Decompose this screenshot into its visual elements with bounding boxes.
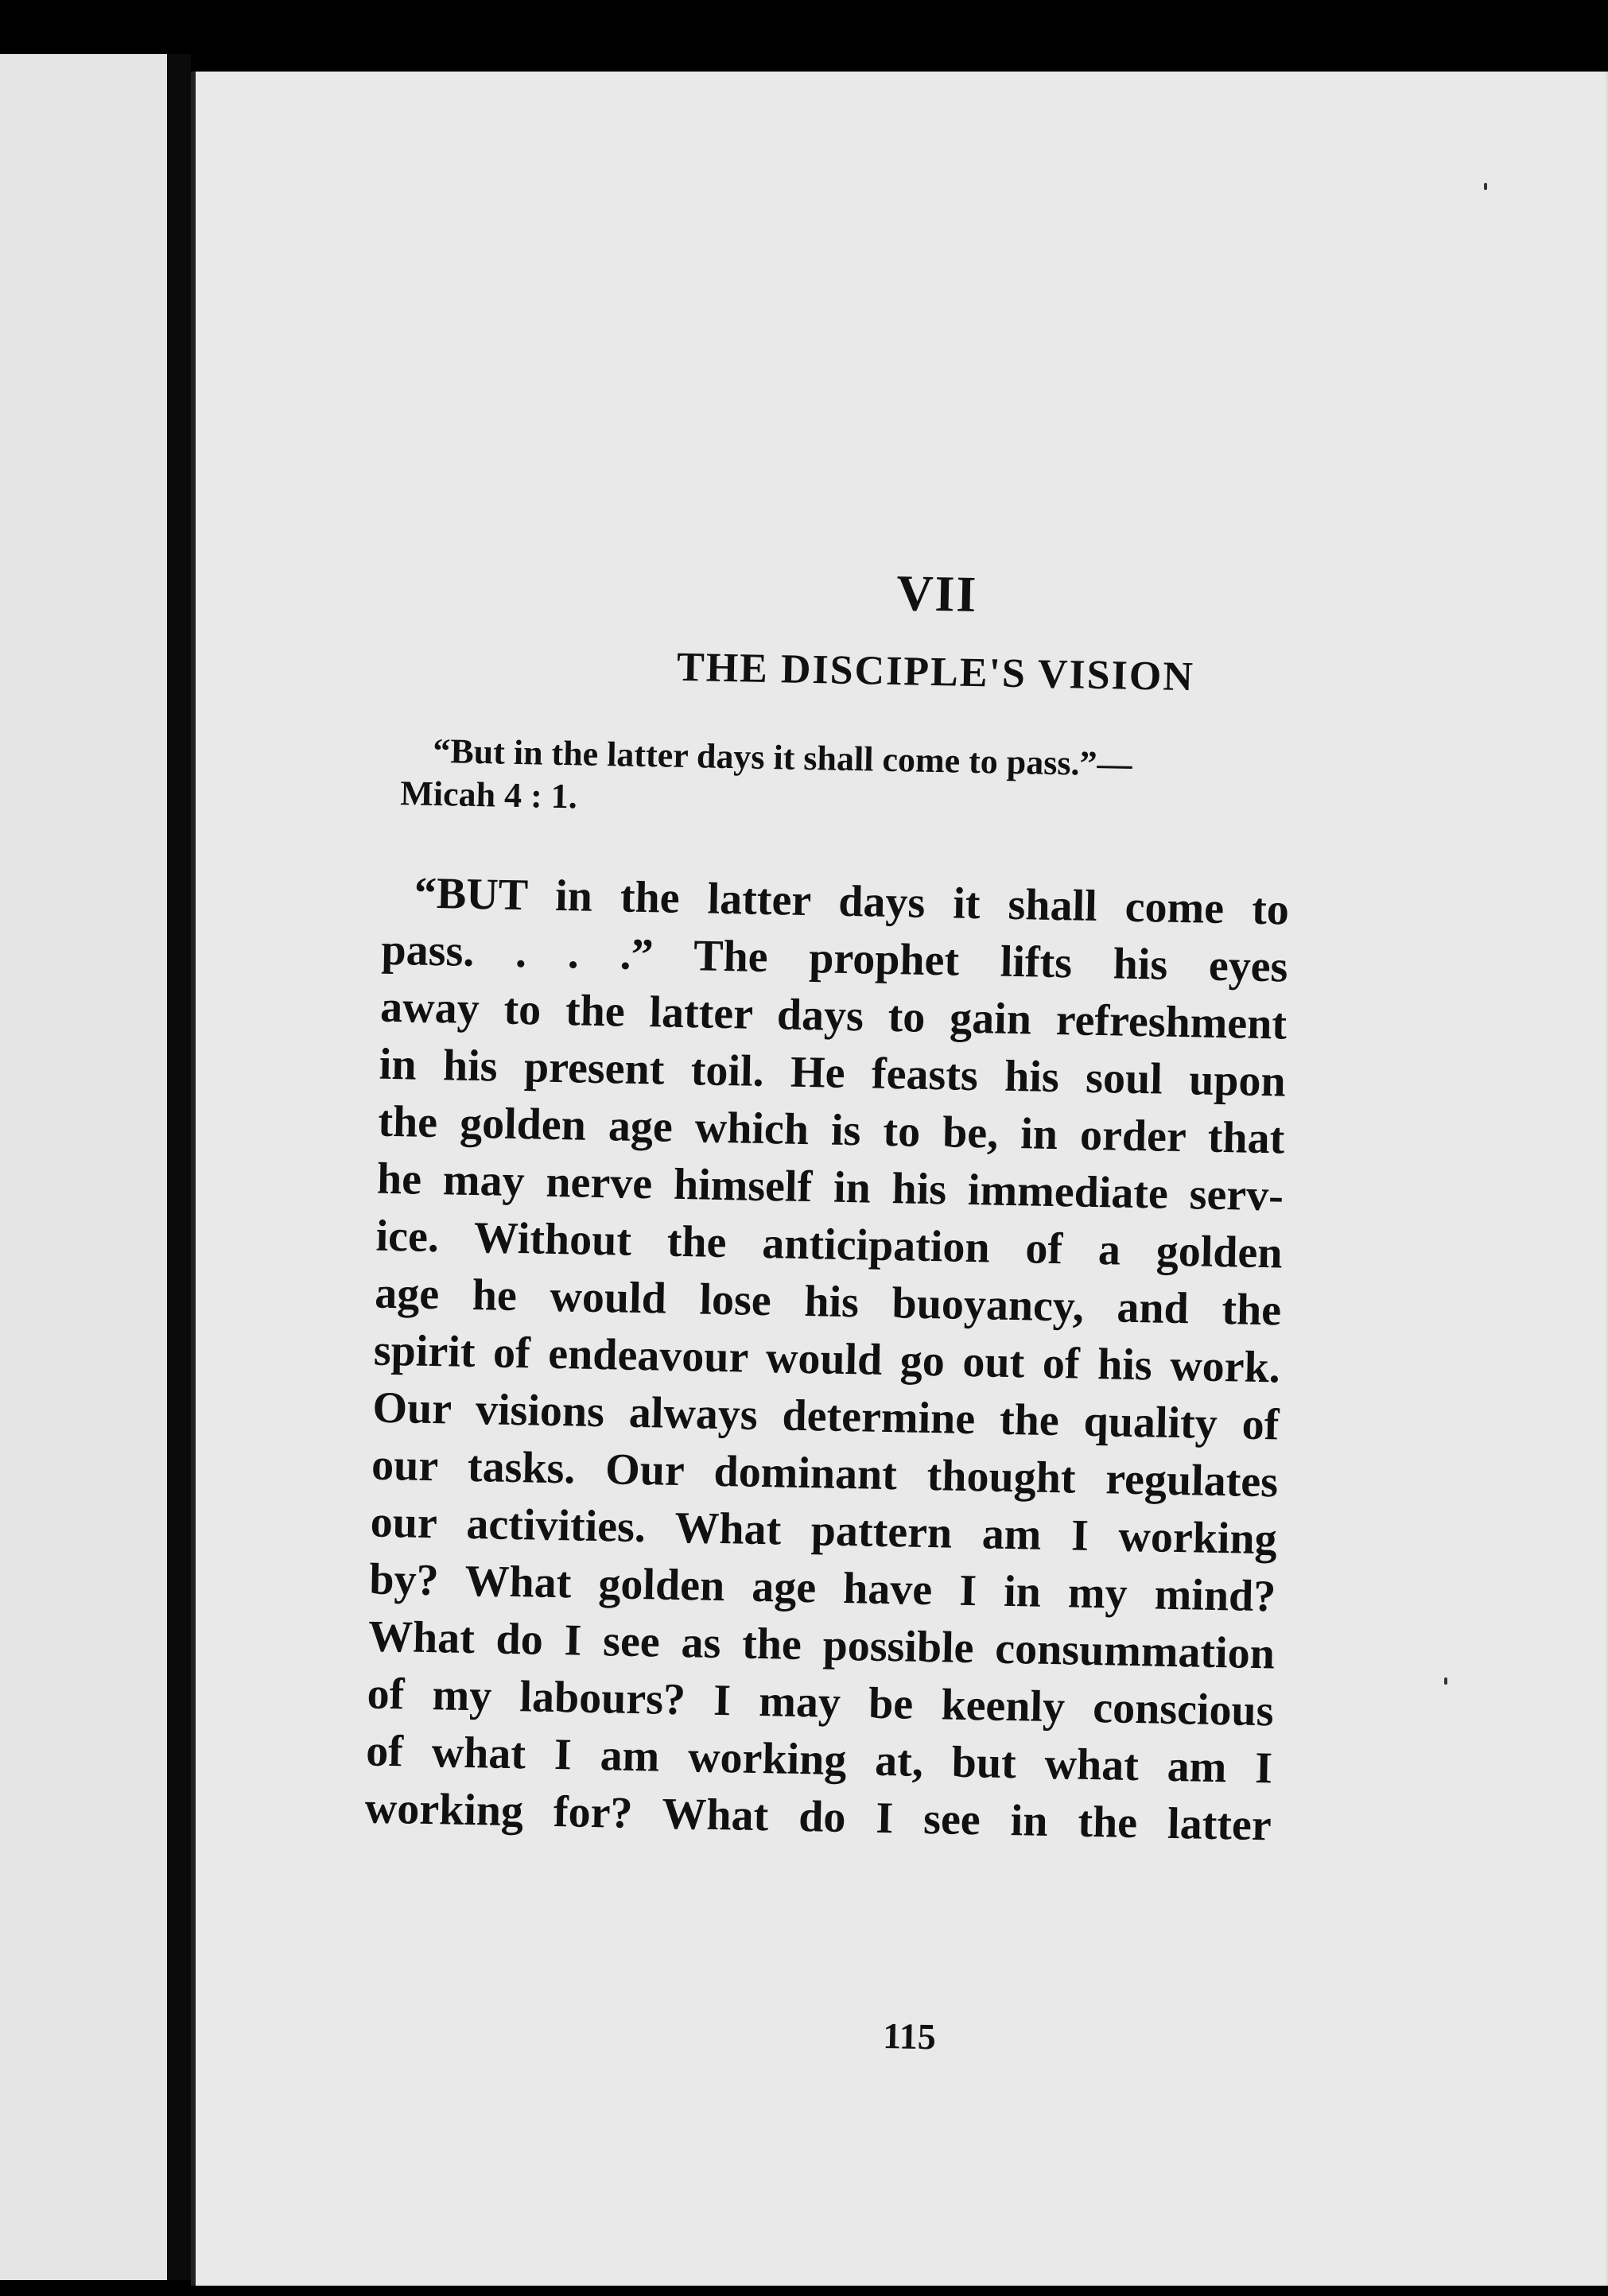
body-line: our activities. What pattern am I working xyxy=(370,1497,1278,1565)
body-line: “BUT in the latter days it shall come to xyxy=(414,868,1290,935)
chapter-title: THE DISCIPLE'S VISION xyxy=(676,644,1195,700)
body-line: in his present toil. He feasts his soul upon xyxy=(379,1039,1287,1107)
body-line: spirit of endeavour would go out of his work. xyxy=(373,1325,1281,1393)
page-edge-shadow xyxy=(1605,72,1608,2286)
body-line: away to the latter days to gain refreshment xyxy=(379,982,1288,1049)
body-line: of my labours? I may be keenly conscious xyxy=(367,1669,1275,1736)
body-paragraph xyxy=(364,864,1289,1855)
body-line: Our visions always determine the quality of xyxy=(371,1383,1280,1450)
body-line: our tasks. Our dominant thought regulates xyxy=(371,1440,1279,1507)
epigraph-quote: “But in the latter days it shall come to pass.”— xyxy=(432,731,1132,784)
body-line: age he would lose his buoyancy, and the xyxy=(374,1268,1282,1336)
epigraph xyxy=(400,729,1451,835)
page-number: 115 xyxy=(882,2015,937,2057)
page-content xyxy=(356,61,1496,2296)
body-line: the golden age which is to be, in order that xyxy=(377,1096,1285,1164)
left-page-margin xyxy=(0,54,167,2280)
body-line: What do I see as the possible consummation xyxy=(367,1611,1276,1679)
scan-speck xyxy=(1484,183,1487,190)
book-gutter xyxy=(167,54,191,2280)
body-line: he may nerve himself in his immediate serv- xyxy=(376,1154,1284,1221)
body-line: by? What golden age have I in my mind? xyxy=(368,1554,1276,1622)
body-line: pass. . . .” The prophet lifts his eyes xyxy=(381,925,1289,992)
chapter-number: VII xyxy=(895,564,979,622)
body-line: ice. Without the anticipation of a golden xyxy=(375,1211,1284,1278)
book-page xyxy=(191,72,1608,2286)
body-line: working for? What do I see in the latter xyxy=(364,1783,1272,1851)
epigraph-citation: Micah 4 : 1. xyxy=(399,774,578,816)
scan-speck xyxy=(1444,1677,1447,1685)
body-line: of what I am working at, but what am I xyxy=(365,1726,1273,1794)
